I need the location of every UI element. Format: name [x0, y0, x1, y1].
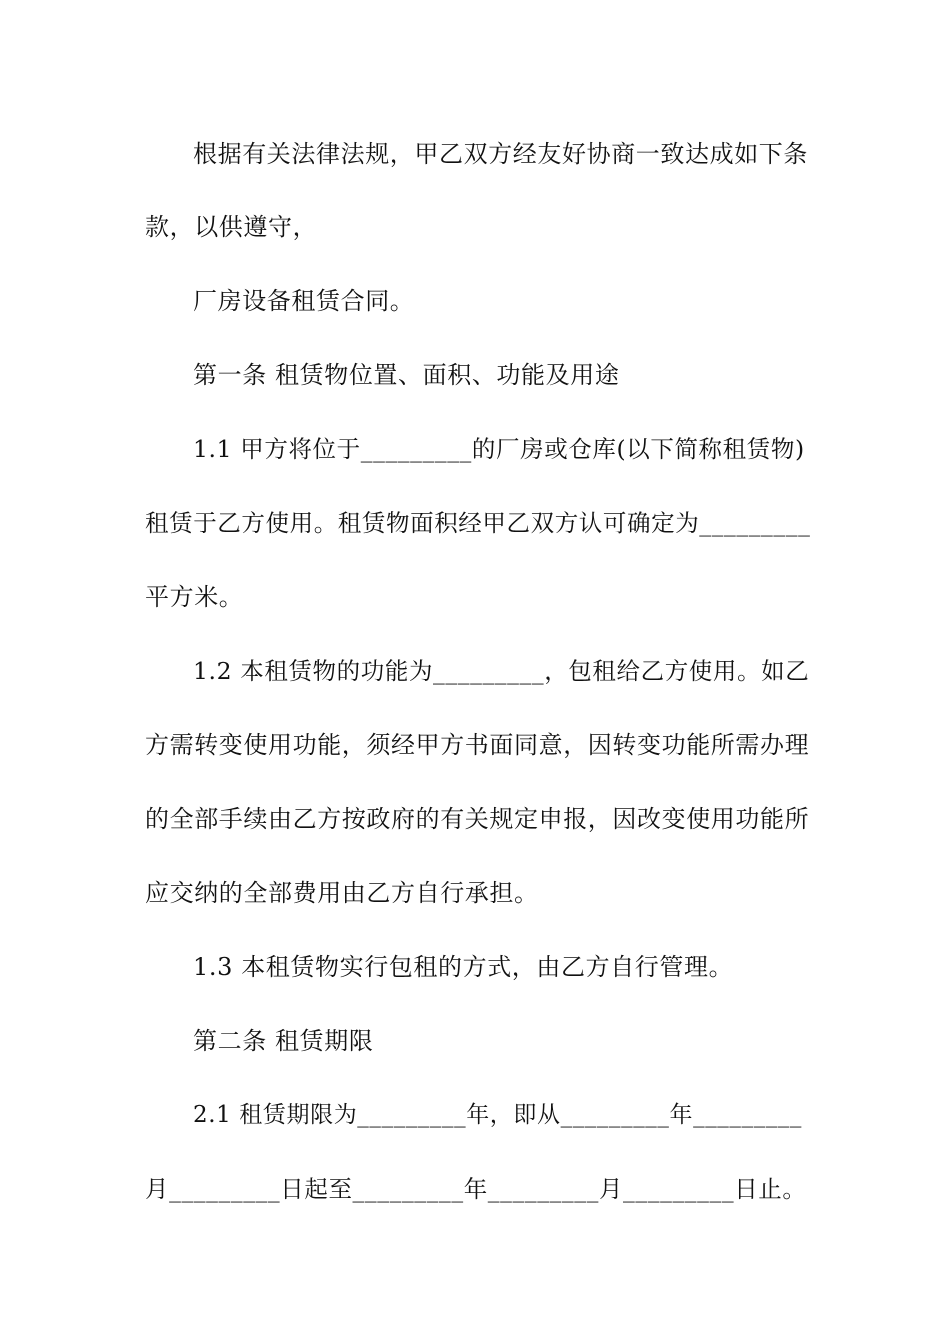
clause-1-2-line-2: 方需转变使用功能，须经甲方书面同意，因转变功能所需办理	[145, 731, 810, 759]
paragraph-intro-line-2: 款，以供遵守，	[145, 213, 318, 241]
clause-2-1-line-2: 月_________日起至_________年_________月_________日止。	[145, 1175, 807, 1203]
contract-title-line: 厂房设备租赁合同。	[193, 287, 415, 315]
clause-1-1-line-2: 租赁于乙方使用。租赁物面积经甲乙双方认可确定为_________	[145, 509, 811, 537]
article-2-heading: 第二条 租赁期限	[193, 1027, 374, 1055]
article-1-heading: 第一条 租赁物位置、面积、功能及用途	[193, 361, 620, 389]
paragraph-intro-line-1: 根据有关法律法规，甲乙双方经友好协商一致达成如下条	[193, 140, 808, 168]
clause-1-3-line: 1.3 本租赁物实行包租的方式，由乙方自行管理。	[193, 953, 734, 981]
clause-1-2-line-4: 应交纳的全部费用由乙方自行承担。	[145, 879, 539, 907]
clause-2-1-line-1: 2.1 租赁期限为_________年，即从_________年_________	[193, 1102, 802, 1128]
clause-1-1-line-3: 平方米。	[145, 583, 244, 611]
clause-1-2-line-1: 1.2 本租赁物的功能为_________，包租给乙方使用。如乙	[193, 657, 810, 685]
clause-1-2-line-3: 的全部手续由乙方按政府的有关规定申报，因改变使用功能所	[145, 805, 810, 833]
clause-1-1-line-1: 1.1 甲方将位于_________的厂房或仓库(以下简称租赁物)	[193, 435, 805, 463]
